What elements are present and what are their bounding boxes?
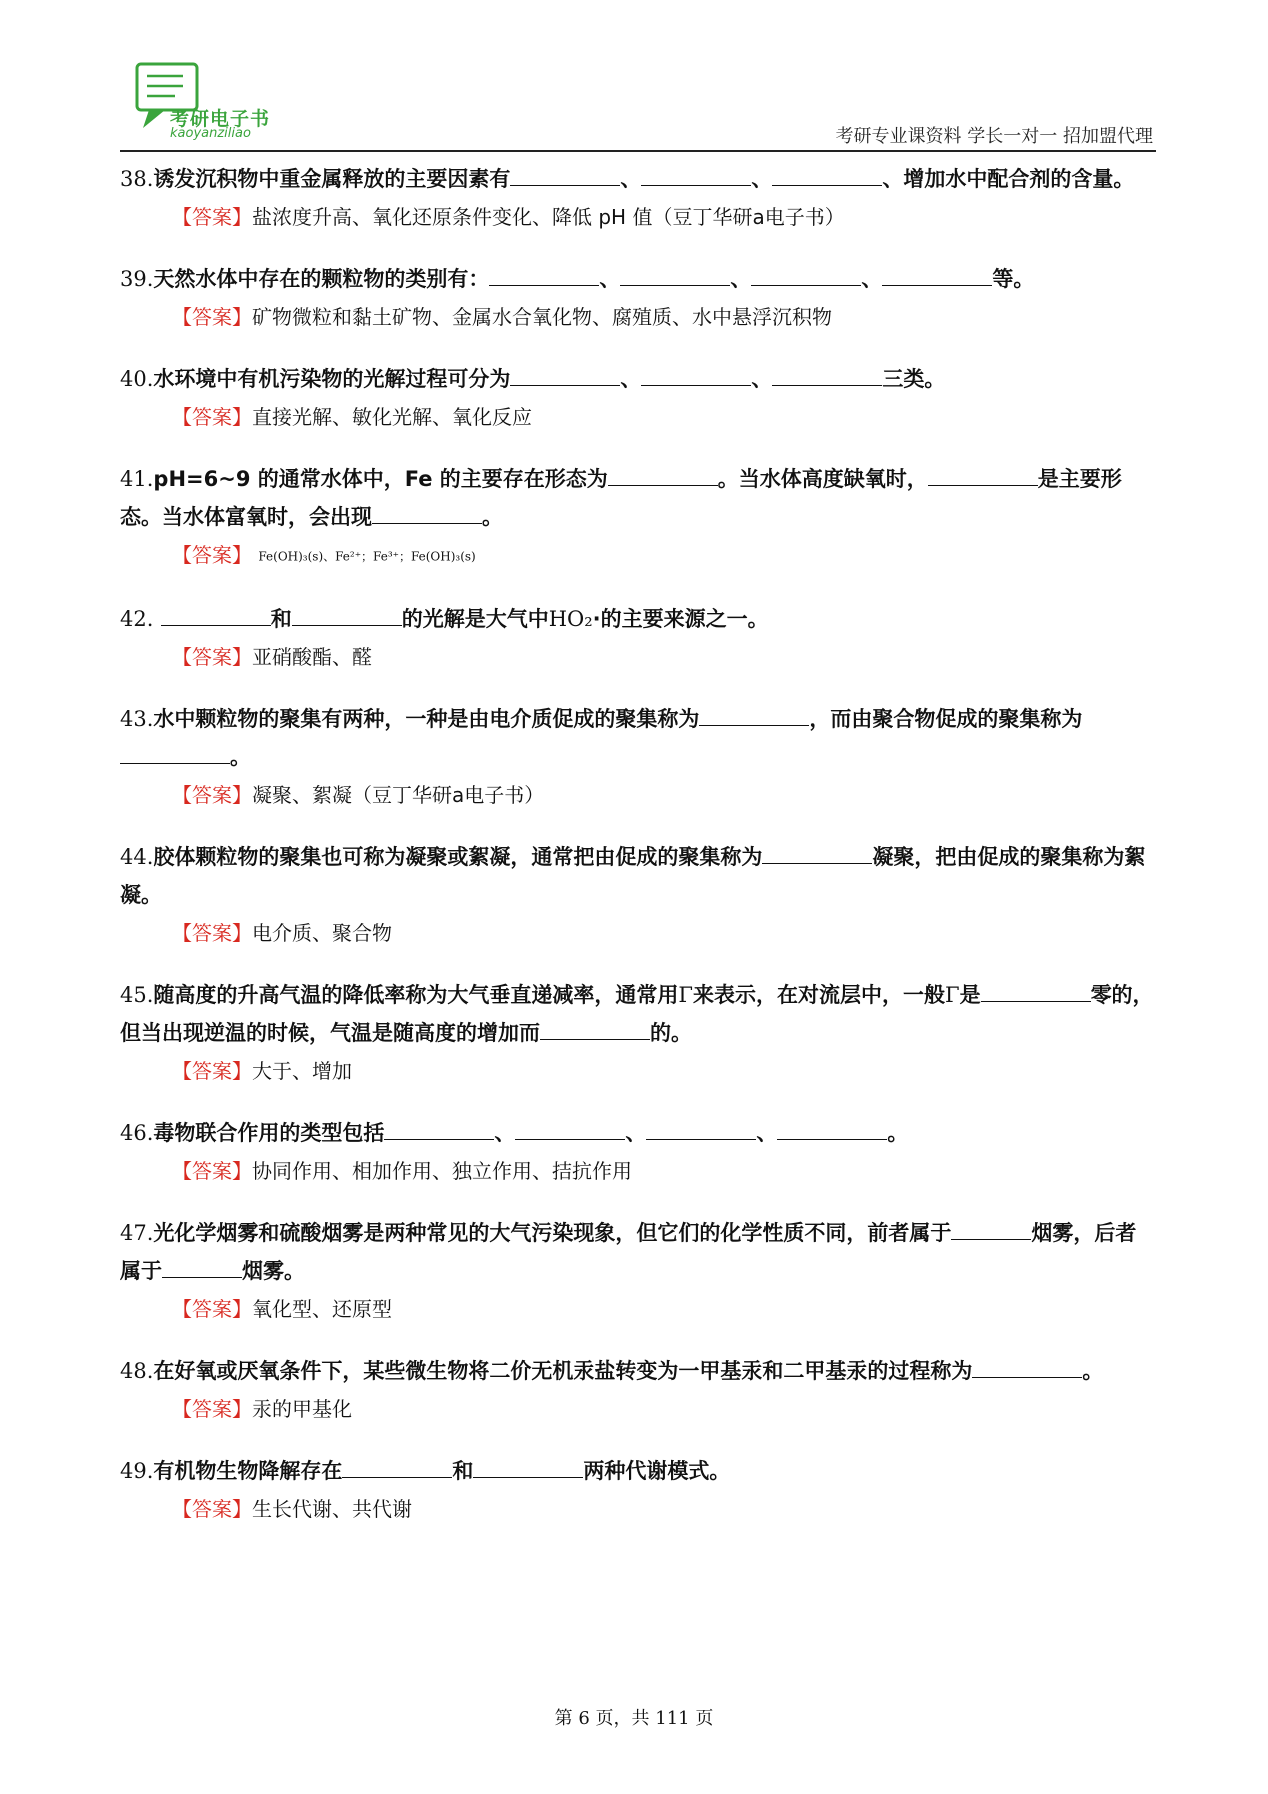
answer-line: 【答案】盐浓度升高、氧化还原条件变化、降低 pH 值（豆丁华研a电子书）: [172, 205, 845, 229]
answer-blank[interactable]: [384, 1121, 494, 1140]
question-47: 47.光化学烟雾和硫酸烟雾是两种常见的大气污染现象，但它们的化学性质不同，前者属于 烟雾，后者属于 烟雾。 【答案】氧化型、还原型: [120, 1214, 1156, 1328]
answer-blank[interactable]: [292, 607, 402, 626]
answer-blank[interactable]: [646, 1121, 756, 1140]
answer-blank[interactable]: [540, 1021, 650, 1040]
answer-line: 【答案】大于、增加: [172, 1058, 352, 1083]
answer-blank[interactable]: [342, 1459, 452, 1478]
answer-blank[interactable]: [751, 267, 861, 286]
answer-blank[interactable]: [620, 267, 730, 286]
answer-line: 【答案】凝聚、絮凝（豆丁华研a电子书）: [172, 782, 545, 807]
question-44: 44.胶体颗粒物的聚集也可称为凝聚或絮凝，通常把由促成的聚集称为 凝聚，把由促成的聚集称为絮凝。 【答案】电介质、聚合物: [120, 838, 1156, 952]
answer-line: 【答案】矿物微粒和黏土矿物、金属水合氧化物、腐殖质、水中悬浮沉积物: [172, 305, 832, 329]
answer-blank[interactable]: [951, 1221, 1031, 1240]
answer-blank[interactable]: [699, 707, 809, 726]
answer-blank[interactable]: [641, 167, 751, 186]
header-slogan: 考研专业课资料 学长一对一 招加盟代理: [835, 126, 1153, 147]
question-40: 40.水环境中有机污染物的光解过程可分为 、 、 三类。 【答案】直接光解、敏化光解、氧化反应: [120, 360, 1156, 436]
question-45: 45.随高度的升高气温的降低率称为大气垂直递减率，通常用Γ来表示，在对流层中，一般Γ是 零的，但当出现逆温的时候，气温是随高度的增加而 的。 【答案】大于、增加: [120, 976, 1156, 1090]
answer-blank[interactable]: [510, 367, 620, 386]
answer-blank[interactable]: [162, 1259, 242, 1278]
answer-line: 【答案】亚硝酸酯、醛: [172, 644, 372, 669]
answer-line: 【答案】电介质、聚合物: [172, 920, 392, 945]
answer-blank[interactable]: [981, 983, 1091, 1002]
answer-blank[interactable]: [489, 267, 599, 286]
question-38: 38.诱发沉积物中重金属释放的主要因素有 、 、 、增加水中配合剂的含量。 【答案】盐浓度升高、氧化还原条件变化、降低 pH 值（豆丁华研a电子书）: [120, 160, 1156, 236]
question-46: 46.毒物联合作用的类型包括 、 、 、 。 【答案】协同作用、相加作用、独立作用、拮抗作用: [120, 1114, 1156, 1190]
answer-blank[interactable]: [515, 1121, 625, 1140]
logo-text: 考研电子书: [170, 108, 271, 130]
answer-blank[interactable]: [777, 1121, 887, 1140]
answer-blank[interactable]: [772, 367, 882, 386]
answer-blank[interactable]: [641, 367, 751, 386]
answer-blank[interactable]: [120, 745, 230, 764]
question-39: 39.天然水体中存在的颗粒物的类别有： 、 、 、 等。 【答案】矿物微粒和黏土矿物、金属水合氧化物、腐殖质、水中悬浮沉积物: [120, 260, 1156, 336]
question-43: 43.水中颗粒物的聚集有两种，一种是由电介质促成的聚集称为 ，而由聚合物促成的聚集称为。 【答案】凝聚、絮凝（豆丁华研a电子书）: [120, 700, 1156, 814]
question-41: 41.pH=6~9 的通常水体中，Fe 的主要存在形态为 。当水体高度缺氧时， 是主要形态。当水体富氧时，会出现 。 【答案】 Fe(OH)₃(s)、Fe²⁺；Fe³⁺；Fe(OH)₃(s): [120, 460, 1156, 576]
question-49: 49.有机物生物降解存在 和 两种代谢模式。 【答案】生长代谢、共代谢: [120, 1452, 1156, 1528]
answer-line: 【答案】直接光解、敏化光解、氧化反应: [172, 405, 532, 429]
answer-blank[interactable]: [510, 167, 620, 186]
question-48: 48.在好氧或厌氧条件下，某些微生物将二价无机汞盐转变为一甲基汞和二甲基汞的过程称为 。 【答案】汞的甲基化: [120, 1352, 1156, 1428]
page-footer: 第 6 页，共 111 页: [554, 1708, 714, 1729]
answer-blank[interactable]: [882, 267, 992, 286]
answer-blank[interactable]: [473, 1459, 583, 1478]
answer-blank[interactable]: [608, 467, 718, 486]
answer-line: 【答案】生长代谢、共代谢: [172, 1496, 412, 1521]
logo-subtext: kaoyanziliao: [170, 126, 251, 141]
header-divider: [120, 150, 1156, 152]
question-42: 42. 和 的光解是大气中HO₂·的主要来源之一。 【答案】亚硝酸酯、醛: [120, 600, 1156, 676]
answer-line: 【答案】氧化型、还原型: [172, 1296, 392, 1321]
answer-blank[interactable]: [772, 167, 882, 186]
answer-line: 【答案】协同作用、相加作用、独立作用、拮抗作用: [172, 1158, 632, 1183]
answer-line: 【答案】 Fe(OH)₃(s)、Fe²⁺；Fe³⁺；Fe(OH)₃(s): [172, 543, 476, 567]
answer-blank[interactable]: [762, 845, 872, 864]
answer-line: 【答案】汞的甲基化: [172, 1396, 352, 1421]
answer-blank[interactable]: [161, 607, 271, 626]
answer-blank[interactable]: [928, 467, 1038, 486]
question-list: [120, 160, 1156, 1528]
answer-blank[interactable]: [372, 505, 482, 524]
answer-blank[interactable]: [972, 1359, 1082, 1378]
